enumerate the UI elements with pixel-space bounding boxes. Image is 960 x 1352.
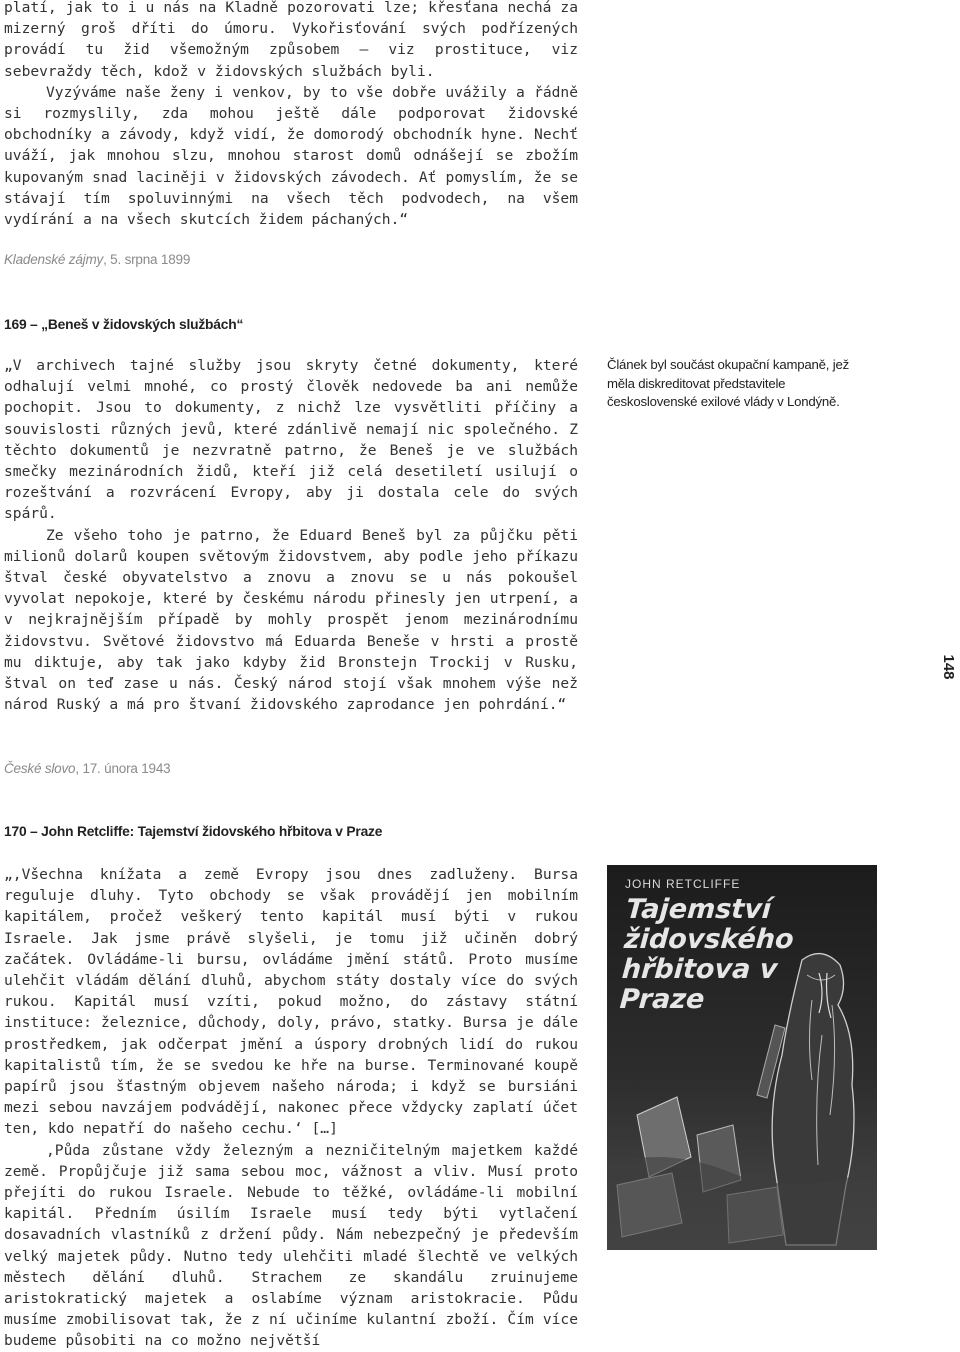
source-ceske-slovo [4,761,170,776]
page-number: 148 [940,654,957,680]
cover-title: Tajemství židovského hřbitova v Praze [618,894,795,1015]
section-170-text [4,864,578,1352]
book-cover-image [607,865,877,1250]
section-170-heading: 170 – John Retcliffe: Tajemství židovského hřbitova v Praze [4,824,383,839]
side-note: Článek byl součást okupační kampaně, jež měla diskreditovat představitele československé exilové vlády v Londýně. [607,357,849,410]
source-date: , 5. srpna 1899 [103,252,191,267]
source-date: , 17. února 1943 [75,761,171,776]
top-text-block [4,0,578,230]
cover-author: JOHN RETCLIFFE [625,877,741,891]
section-169-heading: 169 – „Beneš v židovských službách“ [4,317,244,332]
section-169-paragraph-1: „V archivech tajné služby jsou skryty četné dokumenty, které odhalují velmi mnohé, co prostý člověk nedovede ba ani nemůže pochopit. Jsou to dokumenty, z nichž lze vysvětliti příčiny a souvislosti různých jevů, které zdánlivě nemají nic společného. Z těchto dokumentů je nezvratně patrno, že Beneš je ve službách smečky mezinárodních židů, kteří již celá desetiletí usilují o rozeštvání a rozvrácení Evropy, aby ji dostala cele do svých spárů. [4,357,578,523]
source-kladenske-zajmy [4,252,190,267]
source-title: České slovo [4,761,76,776]
section-169-paragraph-2: Ze všeho toho je patrno, že Eduard Beneš byl za půjčku pěti milionů dolarů koupen světovým židovstvem, aby podle jeho příkazu štval české obyvatelstvo a znovu a znovu se u nás pokoušel vyvolat nepokoje, které by českému národu přinesly jen utrpení, a v nejkrajnějším případě by mohly prospět jenom mezinárodnímu židovstvu. Světové židovstvo má Eduarda Beneše v hrsti a prostě mu diktuje, aby tak jako kdyby žid Bronstejn Trockij v Rusku, štval on teď zase u nás. Český národ stojí však mnohem výše než národ Ruský a má pro štvaní židovského zaprodance jen pohrdání.“ [4,526,578,714]
source-title: Kladenské zájmy [4,252,104,267]
section-170-paragraph-1: „‚Všechna knížata a země Evropy jsou dnes zadluženy. Bursa reguluje dluhy. Tyto obchody se však provádějí jen mobilním kapitálem, pročež veškerý tento kapitál musí býti v rukou Israele. Jak jsme právě slyšeli, je tomu již učiněn dobrý začátek. Ovládáme-li bursu, ovládáme jmění států. Proto musíme ulehčit vládám dělání dluhů, abychom státy dostaly více do svých rukou. Kapitál musí vzíti, pokud možno, do zástavy státní instituce: železnice, důchody, doly, právo, statky. Bursa je dále prostředkem, jak odčerpat jmění a úspory drobných lidí do rukou kapitalistů tím, že se svedou ke hře na burse. Terminované koupě papírů jsou šťastným objevem našeho národa; i když se bursiáni mezi sebou navzájem podvádějí, nakonec přece vždycky zaplatí účet ten, kdo nepatří do našeho cechu.‘ […] [4,866,578,1138]
top-paragraph-1: platí, jak to i u nás na Kladně pozorovati lze; křesťana nechá za mizerný groš dříti do úmoru. Vykořisťování svých podřízených provádí tu žid všemožným způsobem – viz prostituce, viz sebevraždy těch, kdož v židovských službách byli. [4,0,578,80]
top-paragraph-2: Vyzýváme naše ženy i venkov, by to vše dobře uvážily a řádně si rozmyslily, zda mohou ještě dále podporovat židovské obchodníky a závody, když vidí, že domorodý obchodník hyne. Nechť uváží, jak mnohou slzu, mnohou starost domů odnášejí se zbožím kupovaným snad laciněji v židovských závodech. Ať pomyslím, že se stávají tím spoluvinnými na všech těch podvodech, na všem vydírání a na všech skutcích židem páchaných.“ [4,83,578,229]
section-169-text [4,355,578,715]
section-170-paragraph-2: ‚Půda zůstane vždy železným a nezničitelným majetkem každé země. Propůjčuje již sama sebou moc, vážnost a vliv. Musí proto přejíti do rukou Israele. Nebude to těžké, ovládáme-li mobilní kapitál. Předním úsilím Israele musí tedy býti vytlačení dosavadních vlastníků z držení půdy. Nám nebezpečný je především velký majetek půdy. Nutno tedy ulehčiti mladé šlechtě ve velkých městech dělání dluhů. Strachem ze skandálu zruinujeme aristokratický majetek a oslabíme význam aristokracie. Půdu musíme zmobilisovat tak, že z ní učiníme kulantní zboží. Čím více budeme působiti na co možno největší [4,1141,578,1350]
